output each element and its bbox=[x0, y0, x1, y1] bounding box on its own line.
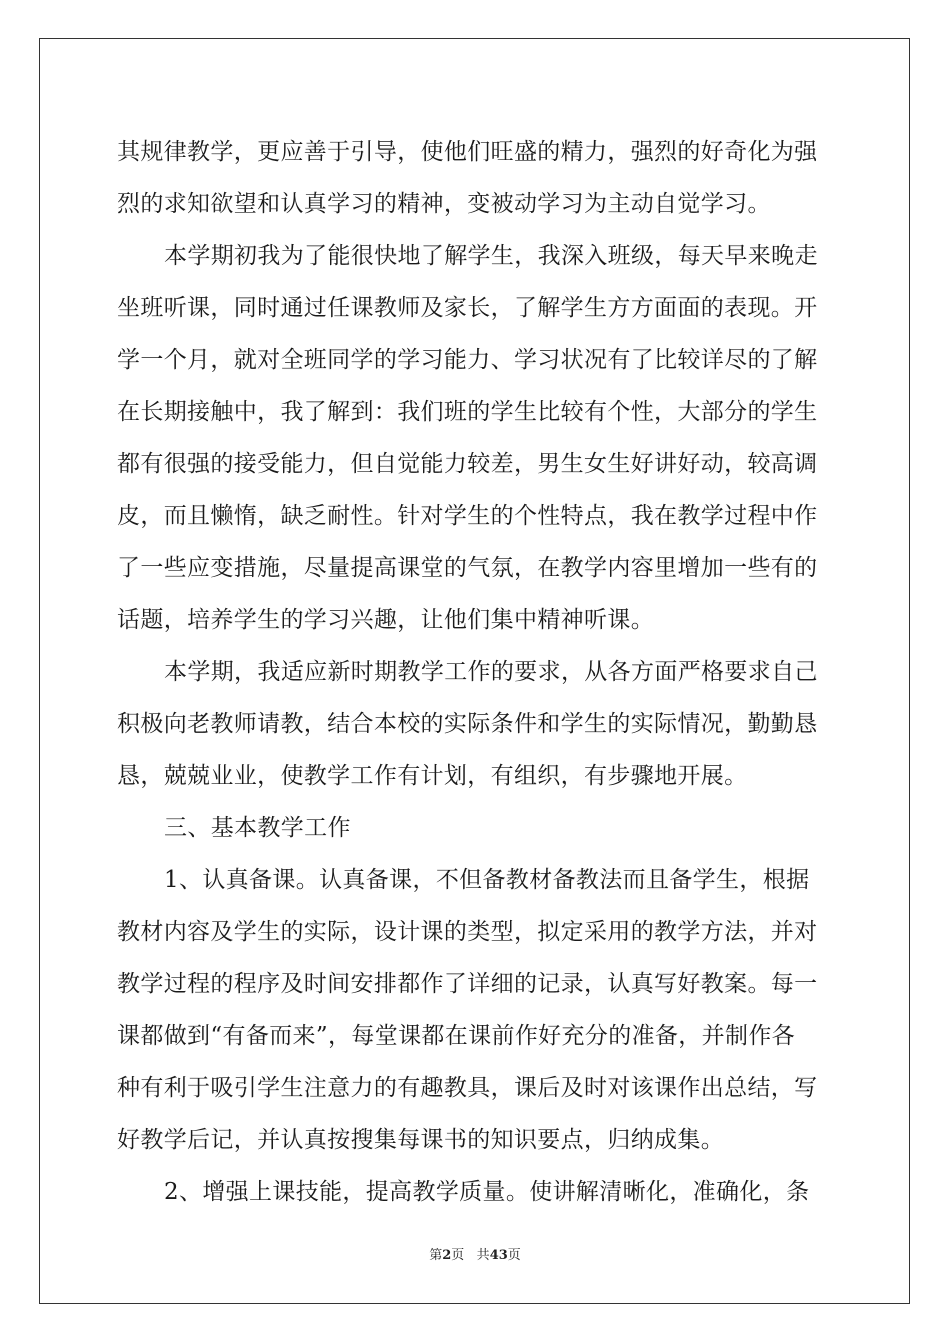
total-pages-number: 43 bbox=[489, 1248, 508, 1263]
text-line: 课都做到“有备而来”，每堂课都在课前作好充分的准备，并制作各 bbox=[117, 1023, 796, 1049]
document-body bbox=[117, 126, 833, 1218]
text-line: 其规律教学，更应善于引导，使他们旺盛的精力，强烈的好奇化为强 bbox=[117, 139, 818, 165]
text-line: 种有利于吸引学生注意力的有趣教具，课后及时对该课作出总结，写 bbox=[117, 1075, 818, 1101]
text-line: 皮，而且懒惰，缺乏耐性。针对学生的个性特点，我在教学过程中作 bbox=[117, 503, 818, 529]
page-indicator: 第2页 bbox=[429, 1248, 465, 1263]
text-line: 学一个月，就对全班同学的学习能力、学习状况有了比较详尽的了解 bbox=[117, 347, 818, 373]
text-line: 本学期，我适应新时期教学工作的要求，从各方面严格要求自己 bbox=[164, 659, 818, 685]
text-line: 了一些应变措施，尽量提高课堂的气氛，在教学内容里增加一些有的 bbox=[117, 555, 818, 581]
text-line: 恳，兢兢业业，使教学工作有计划，有组织，有步骤地开展。 bbox=[117, 763, 748, 789]
text-line: 教材内容及学生的实际，设计课的类型，拟定采用的教学方法，并对 bbox=[117, 919, 818, 945]
text-line: 教学过程的程序及时间安排都作了详细的记录，认真写好教案。每一 bbox=[117, 971, 818, 997]
text-line: 1、认真备课。认真备课，不但备教材备教法而且备学生，根据 bbox=[164, 867, 810, 893]
text-line: 坐班听课，同时通过任课教师及家长，了解学生方方面面的表现。开 bbox=[117, 295, 818, 321]
text-line: 积极向老教师请教，结合本校的实际条件和学生的实际情况，勤勤恳 bbox=[117, 711, 818, 737]
text-line: 烈的求知欲望和认真学习的精神，变被动学习为主动自觉学习。 bbox=[117, 191, 771, 217]
page-footer bbox=[0, 1248, 950, 1264]
current-page-number: 2 bbox=[442, 1248, 452, 1263]
text-line: 2、增强上课技能，提高教学质量。使讲解清晰化，准确化，条 bbox=[164, 1179, 810, 1205]
text-line: 话题，培养学生的学习兴趣，让他们集中精神听课。 bbox=[117, 607, 655, 633]
text-line: 三、基本教学工作 bbox=[164, 815, 351, 841]
text-line: 都有很强的接受能力，但自觉能力较差，男生女生好讲好动，较高调 bbox=[117, 451, 818, 477]
text-line: 好教学后记，并认真按搜集每课书的知识要点，归纳成集。 bbox=[117, 1127, 725, 1153]
text-line: 本学期初我为了能很快地了解学生，我深入班级，每天早来晚走 bbox=[164, 243, 818, 269]
text-line: 在长期接触中，我了解到：我们班的学生比较有个性，大部分的学生 bbox=[117, 399, 818, 425]
total-pages-indicator: 共43页 bbox=[476, 1248, 521, 1263]
